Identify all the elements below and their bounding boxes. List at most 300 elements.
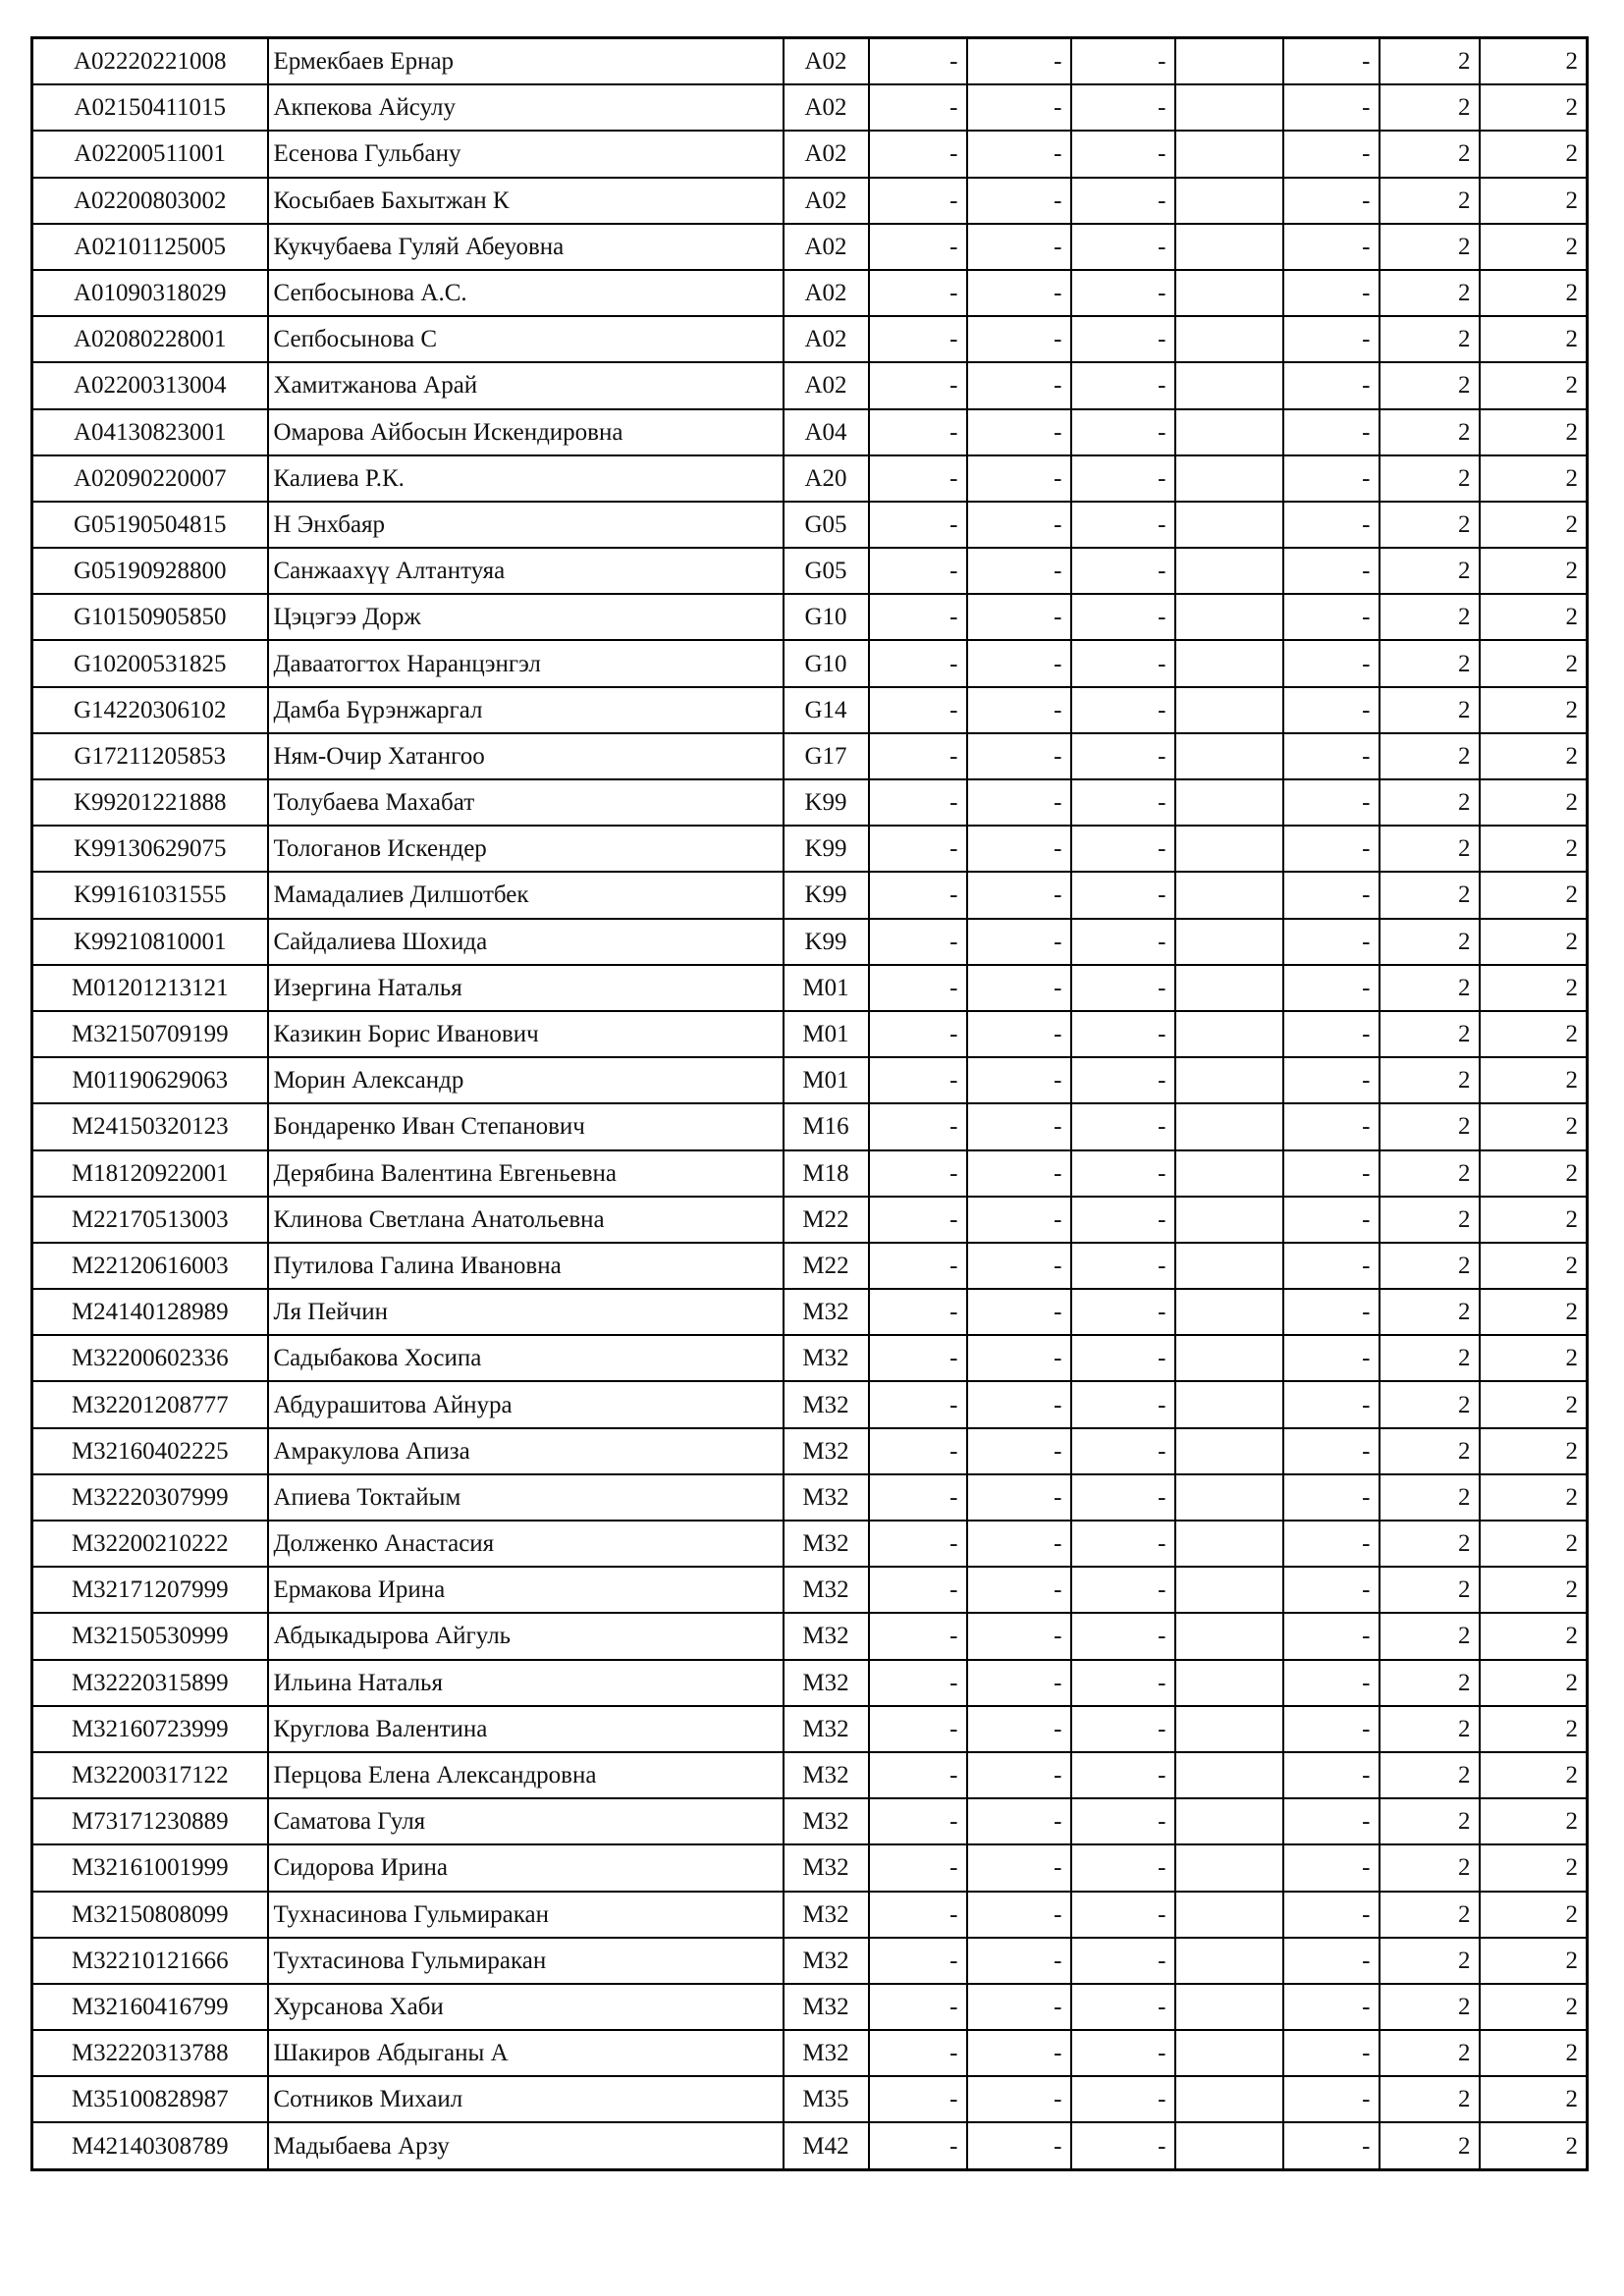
participant-code: M24140128989 bbox=[32, 1289, 268, 1335]
group-code: M32 bbox=[784, 2030, 869, 2076]
score-cell-5: - bbox=[1283, 1150, 1380, 1197]
participant-code: G14220306102 bbox=[32, 687, 268, 733]
total-value: 2 bbox=[1480, 919, 1588, 965]
participant-name: Хурсанова Хаби bbox=[268, 1984, 784, 2030]
score-cell-1: - bbox=[869, 2076, 967, 2122]
score-cell-2: - bbox=[967, 38, 1071, 85]
score-cell-1: - bbox=[869, 38, 967, 85]
score-cell-1: - bbox=[869, 362, 967, 408]
participant-code: A02101125005 bbox=[32, 224, 268, 270]
total-value: 2 bbox=[1480, 965, 1588, 1011]
score-cell-3: - bbox=[1071, 826, 1175, 872]
score-cell-3: - bbox=[1071, 1567, 1175, 1613]
score-cell-3: - bbox=[1071, 779, 1175, 826]
table-row bbox=[32, 594, 1588, 640]
participant-name: Санжаахүү Алтантуяа bbox=[268, 548, 784, 594]
participant-name: Апиева Токтайым bbox=[268, 1474, 784, 1521]
group-code: G10 bbox=[784, 640, 869, 686]
score-value-1: 2 bbox=[1380, 362, 1480, 408]
total-value: 2 bbox=[1480, 548, 1588, 594]
group-code: M32 bbox=[784, 1521, 869, 1567]
score-cell-5: - bbox=[1283, 1752, 1380, 1798]
table-row bbox=[32, 455, 1588, 502]
group-code: M32 bbox=[784, 1706, 869, 1752]
score-cell-4 bbox=[1175, 1938, 1283, 1984]
score-cell-1: - bbox=[869, 594, 967, 640]
score-cell-3: - bbox=[1071, 1197, 1175, 1243]
score-value-1: 2 bbox=[1380, 1057, 1480, 1103]
total-value: 2 bbox=[1480, 1798, 1588, 1844]
group-code: G05 bbox=[784, 502, 869, 548]
score-cell-3: - bbox=[1071, 919, 1175, 965]
total-value: 2 bbox=[1480, 687, 1588, 733]
score-cell-2: - bbox=[967, 1706, 1071, 1752]
group-code: A02 bbox=[784, 178, 869, 224]
participant-name: Дерябина Валентина Евгеньевна bbox=[268, 1150, 784, 1197]
score-cell-2: - bbox=[967, 1984, 1071, 2030]
score-cell-1: - bbox=[869, 733, 967, 779]
score-cell-1: - bbox=[869, 502, 967, 548]
score-value-1: 2 bbox=[1380, 1752, 1480, 1798]
score-cell-2: - bbox=[967, 1474, 1071, 1521]
score-cell-1: - bbox=[869, 872, 967, 918]
participant-code: G05190928800 bbox=[32, 548, 268, 594]
total-value: 2 bbox=[1480, 1335, 1588, 1381]
score-cell-2: - bbox=[967, 919, 1071, 965]
participant-name: Перцова Елена Александровна bbox=[268, 1752, 784, 1798]
score-cell-5: - bbox=[1283, 1938, 1380, 1984]
score-value-1: 2 bbox=[1380, 1844, 1480, 1891]
score-value-1: 2 bbox=[1380, 224, 1480, 270]
table-row bbox=[32, 1706, 1588, 1752]
score-cell-3: - bbox=[1071, 1706, 1175, 1752]
score-cell-1: - bbox=[869, 1381, 967, 1427]
score-cell-4 bbox=[1175, 2122, 1283, 2169]
total-value: 2 bbox=[1480, 1567, 1588, 1613]
score-cell-5: - bbox=[1283, 502, 1380, 548]
score-cell-1: - bbox=[869, 1197, 967, 1243]
participant-name: Кукчубаева Гуляй Абеуовна bbox=[268, 224, 784, 270]
participant-code: M32150808099 bbox=[32, 1892, 268, 1938]
participant-code: M22120616003 bbox=[32, 1243, 268, 1289]
total-value: 2 bbox=[1480, 1474, 1588, 1521]
score-cell-4 bbox=[1175, 1892, 1283, 1938]
total-value: 2 bbox=[1480, 1289, 1588, 1335]
total-value: 2 bbox=[1480, 2030, 1588, 2076]
group-code: K99 bbox=[784, 779, 869, 826]
score-value-1: 2 bbox=[1380, 316, 1480, 362]
table-row bbox=[32, 1474, 1588, 1521]
total-value: 2 bbox=[1480, 224, 1588, 270]
score-cell-3: - bbox=[1071, 965, 1175, 1011]
table-row bbox=[32, 548, 1588, 594]
table-row bbox=[32, 178, 1588, 224]
participant-name: Амракулова Апиза bbox=[268, 1428, 784, 1474]
table-row bbox=[32, 1428, 1588, 1474]
score-cell-4 bbox=[1175, 1103, 1283, 1149]
score-cell-3: - bbox=[1071, 362, 1175, 408]
group-code: G14 bbox=[784, 687, 869, 733]
score-cell-2: - bbox=[967, 640, 1071, 686]
total-value: 2 bbox=[1480, 178, 1588, 224]
participant-name: Сайдалиева Шохида bbox=[268, 919, 784, 965]
score-cell-3: - bbox=[1071, 502, 1175, 548]
score-cell-5: - bbox=[1283, 1521, 1380, 1567]
score-cell-5: - bbox=[1283, 2076, 1380, 2122]
participant-name: Косыбаев Бахытжан К bbox=[268, 178, 784, 224]
score-cell-4 bbox=[1175, 733, 1283, 779]
score-cell-2: - bbox=[967, 178, 1071, 224]
group-code: A20 bbox=[784, 455, 869, 502]
score-cell-2: - bbox=[967, 1613, 1071, 1659]
score-cell-3: - bbox=[1071, 1335, 1175, 1381]
group-code: M18 bbox=[784, 1150, 869, 1197]
score-cell-3: - bbox=[1071, 316, 1175, 362]
group-code: M42 bbox=[784, 2122, 869, 2169]
total-value: 2 bbox=[1480, 2076, 1588, 2122]
total-value: 2 bbox=[1480, 1428, 1588, 1474]
score-cell-1: - bbox=[869, 965, 967, 1011]
participant-code: K99201221888 bbox=[32, 779, 268, 826]
table-row bbox=[32, 826, 1588, 872]
table-row bbox=[32, 1521, 1588, 1567]
participant-name: Сотников Михаил bbox=[268, 2076, 784, 2122]
table-row bbox=[32, 2122, 1588, 2169]
score-cell-5: - bbox=[1283, 1428, 1380, 1474]
score-value-1: 2 bbox=[1380, 1289, 1480, 1335]
score-value-1: 2 bbox=[1380, 1335, 1480, 1381]
group-code: A02 bbox=[784, 131, 869, 177]
participant-code: A02200313004 bbox=[32, 362, 268, 408]
table-row bbox=[32, 1984, 1588, 2030]
participant-name: Ильина Наталья bbox=[268, 1660, 784, 1706]
score-cell-1: - bbox=[869, 1289, 967, 1335]
participant-name: Тухтасинова Гульмиракан bbox=[268, 1938, 784, 1984]
score-cell-4 bbox=[1175, 1706, 1283, 1752]
score-cell-5: - bbox=[1283, 131, 1380, 177]
score-cell-5: - bbox=[1283, 687, 1380, 733]
score-cell-5: - bbox=[1283, 919, 1380, 965]
participant-code: G05190504815 bbox=[32, 502, 268, 548]
score-cell-4 bbox=[1175, 1381, 1283, 1427]
table-row bbox=[32, 1335, 1588, 1381]
score-cell-2: - bbox=[967, 224, 1071, 270]
score-value-1: 2 bbox=[1380, 1150, 1480, 1197]
total-value: 2 bbox=[1480, 1243, 1588, 1289]
table-row bbox=[32, 779, 1588, 826]
group-code: M32 bbox=[784, 1381, 869, 1427]
score-cell-5: - bbox=[1283, 1798, 1380, 1844]
score-value-1: 2 bbox=[1380, 779, 1480, 826]
score-cell-3: - bbox=[1071, 1150, 1175, 1197]
score-cell-2: - bbox=[967, 1335, 1071, 1381]
table-row bbox=[32, 2076, 1588, 2122]
score-cell-4 bbox=[1175, 1474, 1283, 1521]
participant-name: Толубаева Махабат bbox=[268, 779, 784, 826]
score-cell-5: - bbox=[1283, 2030, 1380, 2076]
score-cell-5: - bbox=[1283, 1289, 1380, 1335]
score-cell-3: - bbox=[1071, 2076, 1175, 2122]
group-code: A02 bbox=[784, 270, 869, 316]
score-value-1: 2 bbox=[1380, 1984, 1480, 2030]
score-cell-1: - bbox=[869, 1938, 967, 1984]
score-value-1: 2 bbox=[1380, 2076, 1480, 2122]
score-cell-1: - bbox=[869, 1243, 967, 1289]
score-cell-2: - bbox=[967, 872, 1071, 918]
score-cell-3: - bbox=[1071, 409, 1175, 455]
score-value-1: 2 bbox=[1380, 1474, 1480, 1521]
total-value: 2 bbox=[1480, 362, 1588, 408]
total-value: 2 bbox=[1480, 270, 1588, 316]
score-cell-1: - bbox=[869, 1474, 967, 1521]
participant-name: Н Энхбаяр bbox=[268, 502, 784, 548]
score-cell-5: - bbox=[1283, 1243, 1380, 1289]
score-value-1: 2 bbox=[1380, 502, 1480, 548]
table-row bbox=[32, 224, 1588, 270]
score-cell-4 bbox=[1175, 178, 1283, 224]
table-row bbox=[32, 1381, 1588, 1427]
score-cell-4 bbox=[1175, 1428, 1283, 1474]
score-cell-5: - bbox=[1283, 1335, 1380, 1381]
group-code: M32 bbox=[784, 1428, 869, 1474]
score-cell-5: - bbox=[1283, 455, 1380, 502]
score-cell-2: - bbox=[967, 779, 1071, 826]
score-cell-3: - bbox=[1071, 1938, 1175, 1984]
participant-name: Есенова Гульбану bbox=[268, 131, 784, 177]
score-cell-4 bbox=[1175, 2076, 1283, 2122]
score-cell-5: - bbox=[1283, 1057, 1380, 1103]
participant-name: Ля Пейчин bbox=[268, 1289, 784, 1335]
score-cell-2: - bbox=[967, 1428, 1071, 1474]
score-cell-2: - bbox=[967, 733, 1071, 779]
table-row bbox=[32, 409, 1588, 455]
score-cell-4 bbox=[1175, 84, 1283, 131]
total-value: 2 bbox=[1480, 1150, 1588, 1197]
group-code: M22 bbox=[784, 1197, 869, 1243]
group-code: M01 bbox=[784, 1011, 869, 1057]
score-cell-4 bbox=[1175, 1197, 1283, 1243]
score-cell-3: - bbox=[1071, 640, 1175, 686]
score-value-1: 2 bbox=[1380, 965, 1480, 1011]
participant-code: M32200210222 bbox=[32, 1521, 268, 1567]
participant-code: A04130823001 bbox=[32, 409, 268, 455]
score-cell-1: - bbox=[869, 1660, 967, 1706]
score-cell-5: - bbox=[1283, 1706, 1380, 1752]
score-cell-2: - bbox=[967, 84, 1071, 131]
participant-name: Сепбосынова А.С. bbox=[268, 270, 784, 316]
participant-code: A02220221008 bbox=[32, 38, 268, 85]
total-value: 2 bbox=[1480, 872, 1588, 918]
score-cell-3: - bbox=[1071, 1243, 1175, 1289]
table-row bbox=[32, 1289, 1588, 1335]
participant-name: Морин Александр bbox=[268, 1057, 784, 1103]
score-cell-2: - bbox=[967, 1752, 1071, 1798]
participant-code: M22170513003 bbox=[32, 1197, 268, 1243]
score-cell-2: - bbox=[967, 687, 1071, 733]
score-cell-4 bbox=[1175, 1660, 1283, 1706]
score-cell-5: - bbox=[1283, 548, 1380, 594]
table-row bbox=[32, 1567, 1588, 1613]
score-cell-3: - bbox=[1071, 455, 1175, 502]
score-cell-2: - bbox=[967, 1103, 1071, 1149]
group-code: A02 bbox=[784, 362, 869, 408]
participant-code: M32200317122 bbox=[32, 1752, 268, 1798]
score-cell-5: - bbox=[1283, 1613, 1380, 1659]
score-cell-2: - bbox=[967, 1011, 1071, 1057]
score-cell-1: - bbox=[869, 1150, 967, 1197]
participant-code: K99130629075 bbox=[32, 826, 268, 872]
score-cell-3: - bbox=[1071, 594, 1175, 640]
score-value-1: 2 bbox=[1380, 409, 1480, 455]
score-cell-5: - bbox=[1283, 1381, 1380, 1427]
score-cell-3: - bbox=[1071, 1660, 1175, 1706]
total-value: 2 bbox=[1480, 84, 1588, 131]
score-value-1: 2 bbox=[1380, 733, 1480, 779]
participant-name: Акпекова Айсулу bbox=[268, 84, 784, 131]
score-cell-5: - bbox=[1283, 409, 1380, 455]
score-cell-5: - bbox=[1283, 1197, 1380, 1243]
total-value: 2 bbox=[1480, 1521, 1588, 1567]
score-value-1: 2 bbox=[1380, 1892, 1480, 1938]
participant-name: Абдурашитова Айнура bbox=[268, 1381, 784, 1427]
table-row bbox=[32, 640, 1588, 686]
score-cell-1: - bbox=[869, 1103, 967, 1149]
score-cell-4 bbox=[1175, 1150, 1283, 1197]
participant-name: Тухнасинова Гульмиракан bbox=[268, 1892, 784, 1938]
participant-name: Абдыкадырова Айгуль bbox=[268, 1613, 784, 1659]
score-cell-3: - bbox=[1071, 38, 1175, 85]
group-code: A04 bbox=[784, 409, 869, 455]
participant-code: M01201213121 bbox=[32, 965, 268, 1011]
table-body bbox=[32, 38, 1588, 2170]
total-value: 2 bbox=[1480, 1752, 1588, 1798]
score-cell-3: - bbox=[1071, 687, 1175, 733]
score-value-1: 2 bbox=[1380, 640, 1480, 686]
score-cell-4 bbox=[1175, 1752, 1283, 1798]
score-cell-4 bbox=[1175, 1844, 1283, 1891]
total-value: 2 bbox=[1480, 1103, 1588, 1149]
score-value-1: 2 bbox=[1380, 826, 1480, 872]
score-cell-2: - bbox=[967, 316, 1071, 362]
participant-code: A01090318029 bbox=[32, 270, 268, 316]
score-cell-1: - bbox=[869, 1428, 967, 1474]
total-value: 2 bbox=[1480, 502, 1588, 548]
score-cell-4 bbox=[1175, 548, 1283, 594]
score-cell-3: - bbox=[1071, 733, 1175, 779]
group-code: M32 bbox=[784, 1984, 869, 2030]
total-value: 2 bbox=[1480, 594, 1588, 640]
table-row bbox=[32, 872, 1588, 918]
score-value-1: 2 bbox=[1380, 1938, 1480, 1984]
score-cell-4 bbox=[1175, 131, 1283, 177]
total-value: 2 bbox=[1480, 1057, 1588, 1103]
score-cell-3: - bbox=[1071, 1289, 1175, 1335]
participant-code: M32160416799 bbox=[32, 1984, 268, 2030]
score-cell-5: - bbox=[1283, 779, 1380, 826]
participant-name: Путилова Галина Ивановна bbox=[268, 1243, 784, 1289]
score-cell-4 bbox=[1175, 362, 1283, 408]
score-cell-4 bbox=[1175, 965, 1283, 1011]
group-code: A02 bbox=[784, 224, 869, 270]
score-cell-2: - bbox=[967, 1892, 1071, 1938]
participant-name: Цэцэгээ Дорж bbox=[268, 594, 784, 640]
total-value: 2 bbox=[1480, 409, 1588, 455]
score-value-1: 2 bbox=[1380, 1011, 1480, 1057]
score-cell-4 bbox=[1175, 640, 1283, 686]
score-cell-1: - bbox=[869, 1057, 967, 1103]
score-cell-2: - bbox=[967, 1197, 1071, 1243]
score-cell-3: - bbox=[1071, 178, 1175, 224]
participant-code: A02150411015 bbox=[32, 84, 268, 131]
score-cell-3: - bbox=[1071, 1613, 1175, 1659]
score-cell-4 bbox=[1175, 872, 1283, 918]
score-cell-2: - bbox=[967, 362, 1071, 408]
total-value: 2 bbox=[1480, 1197, 1588, 1243]
score-cell-4 bbox=[1175, 1567, 1283, 1613]
score-cell-2: - bbox=[967, 1381, 1071, 1427]
table-row bbox=[32, 502, 1588, 548]
score-value-1: 2 bbox=[1380, 594, 1480, 640]
table-row bbox=[32, 1150, 1588, 1197]
score-cell-3: - bbox=[1071, 872, 1175, 918]
group-code: M32 bbox=[784, 1289, 869, 1335]
score-cell-2: - bbox=[967, 2122, 1071, 2169]
table-row bbox=[32, 1844, 1588, 1891]
participant-code: M01190629063 bbox=[32, 1057, 268, 1103]
score-cell-4 bbox=[1175, 1613, 1283, 1659]
group-code: G05 bbox=[784, 548, 869, 594]
score-cell-5: - bbox=[1283, 594, 1380, 640]
score-cell-1: - bbox=[869, 1613, 967, 1659]
score-cell-1: - bbox=[869, 826, 967, 872]
participant-code: M32220307999 bbox=[32, 1474, 268, 1521]
participant-code: A02200803002 bbox=[32, 178, 268, 224]
score-cell-5: - bbox=[1283, 872, 1380, 918]
total-value: 2 bbox=[1480, 1984, 1588, 2030]
score-cell-2: - bbox=[967, 1521, 1071, 1567]
score-cell-4 bbox=[1175, 409, 1283, 455]
score-cell-1: - bbox=[869, 1011, 967, 1057]
score-cell-1: - bbox=[869, 779, 967, 826]
score-cell-4 bbox=[1175, 502, 1283, 548]
score-cell-2: - bbox=[967, 502, 1071, 548]
total-value: 2 bbox=[1480, 316, 1588, 362]
total-value: 2 bbox=[1480, 131, 1588, 177]
score-cell-5: - bbox=[1283, 224, 1380, 270]
participant-code: A02080228001 bbox=[32, 316, 268, 362]
table-row bbox=[32, 316, 1588, 362]
score-cell-3: - bbox=[1071, 1474, 1175, 1521]
score-cell-3: - bbox=[1071, 1984, 1175, 2030]
score-value-1: 2 bbox=[1380, 2122, 1480, 2169]
table-row bbox=[32, 1752, 1588, 1798]
score-value-1: 2 bbox=[1380, 1798, 1480, 1844]
score-cell-4 bbox=[1175, 1289, 1283, 1335]
score-cell-3: - bbox=[1071, 270, 1175, 316]
participant-name: Даваатогтох Наранцэнгэл bbox=[268, 640, 784, 686]
participant-name: Мадыбаева Арзу bbox=[268, 2122, 784, 2169]
score-cell-4 bbox=[1175, 826, 1283, 872]
score-cell-4 bbox=[1175, 224, 1283, 270]
score-cell-4 bbox=[1175, 1011, 1283, 1057]
group-code: M32 bbox=[784, 1938, 869, 1984]
group-code: A02 bbox=[784, 84, 869, 131]
score-cell-1: - bbox=[869, 1521, 967, 1567]
score-cell-2: - bbox=[967, 594, 1071, 640]
score-cell-5: - bbox=[1283, 965, 1380, 1011]
total-value: 2 bbox=[1480, 1892, 1588, 1938]
score-value-1: 2 bbox=[1380, 455, 1480, 502]
